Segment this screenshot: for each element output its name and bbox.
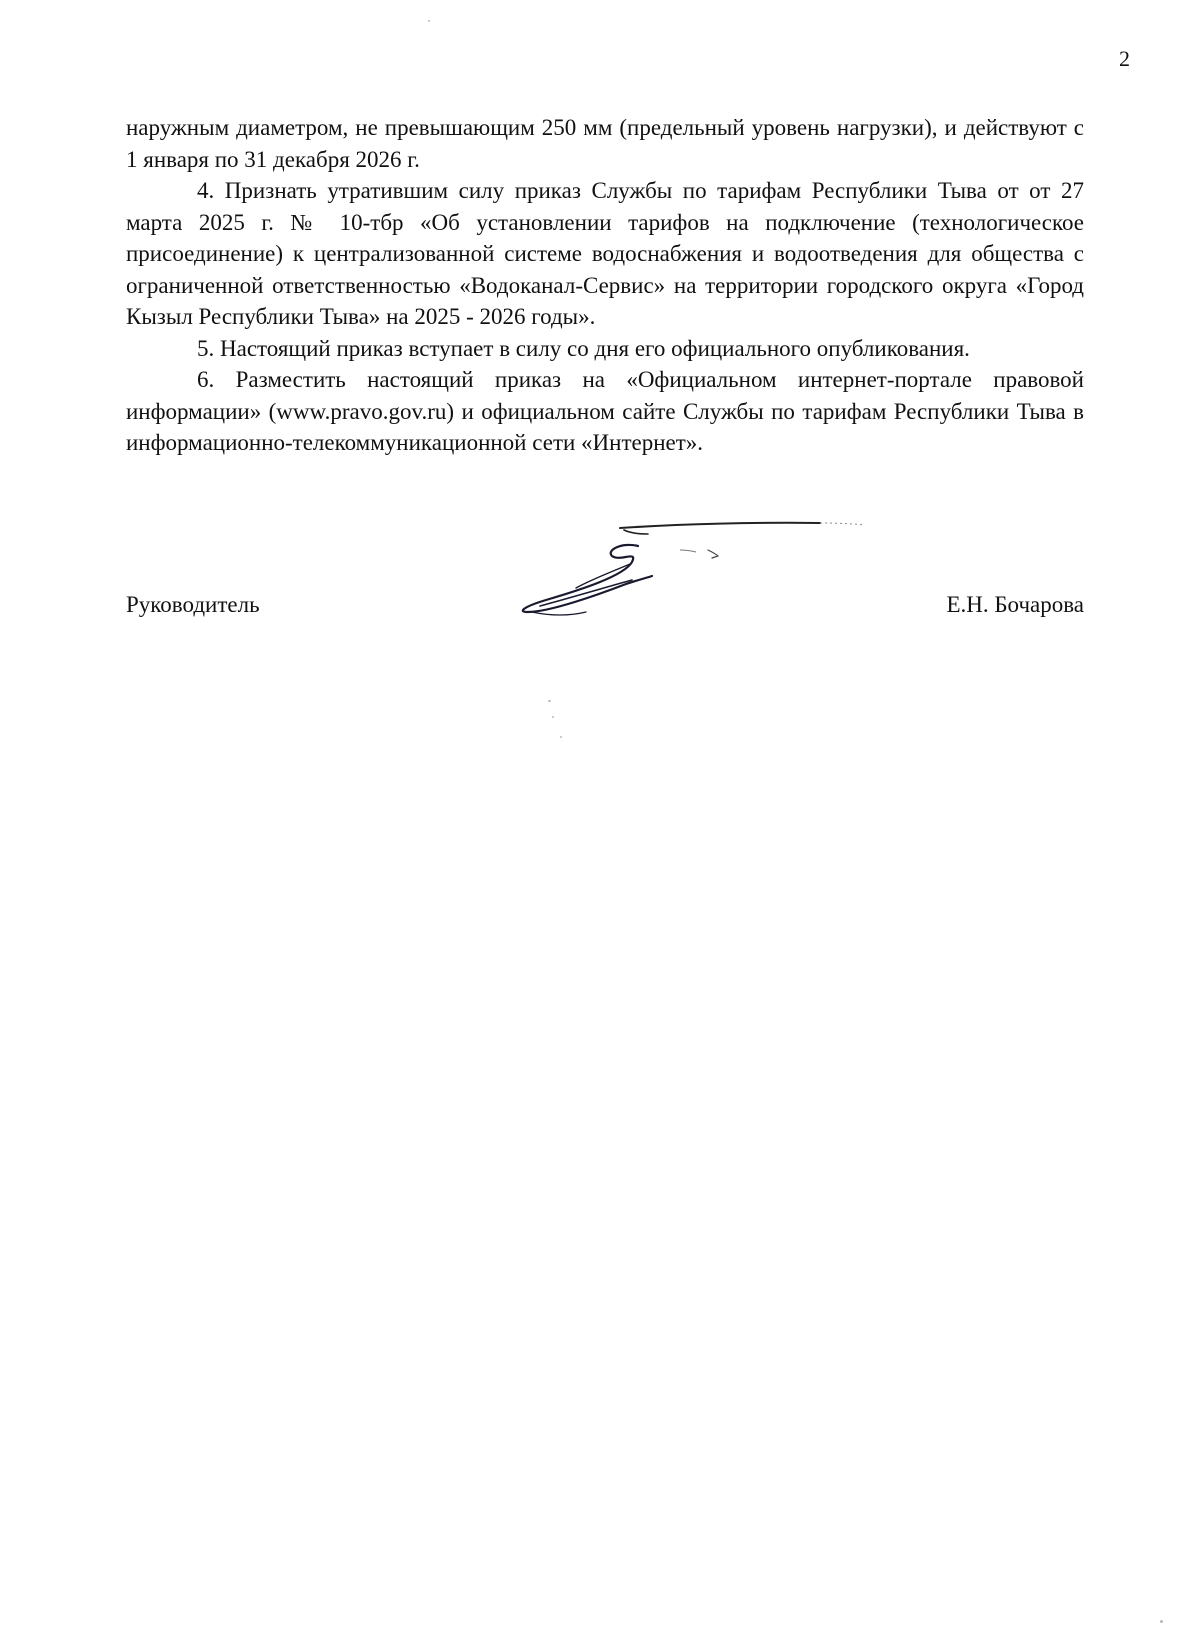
paragraph-continuation: наружным диаметром, не превышающим 250 мм (предельный уровень нагрузки), и действуют с 1 января по 31 декабря 2026 г. <box>126 115 1084 172</box>
paragraph-item-6: 6. Разместить настоящий приказ на «Официальном интернет-портале правовой информации» (www.pravo.gov.ru) и официальном сайте Службы по тарифам Республики Тыва в информационно-телекоммуникационной сети «Интернет». <box>126 367 1084 455</box>
signatory-name: Е.Н. Бочарова <box>946 592 1084 617</box>
scan-speck <box>560 736 562 738</box>
signatory-position: Руководитель <box>126 592 260 617</box>
scan-speck <box>428 20 430 22</box>
document-body <box>126 112 1084 459</box>
scan-speck <box>548 700 551 702</box>
paragraph-item-4: 4. Признать утратившим силу приказ Службы по тарифам Республики Тыва от от 27 марта 2025 г. № 10-тбр «Об установлении тарифов на подключение (технологическое присоединение) к централизованной системе водоснабжения и водоотведения для общества с ограниченной ответственностью «Водоканал-Сервис» на территории городского округа «Город Кызыл Республики Тыва» на 2025 - 2026 годы». <box>126 178 1084 329</box>
handwritten-signature <box>520 520 890 650</box>
paragraph-item-5: 5. Настоящий приказ вступает в силу со дня его официального опубликования. <box>197 335 970 361</box>
page-number: 2 <box>1119 46 1130 71</box>
scan-speck <box>552 716 554 718</box>
scan-speck <box>1160 1620 1163 1623</box>
signature-row <box>126 590 1084 630</box>
